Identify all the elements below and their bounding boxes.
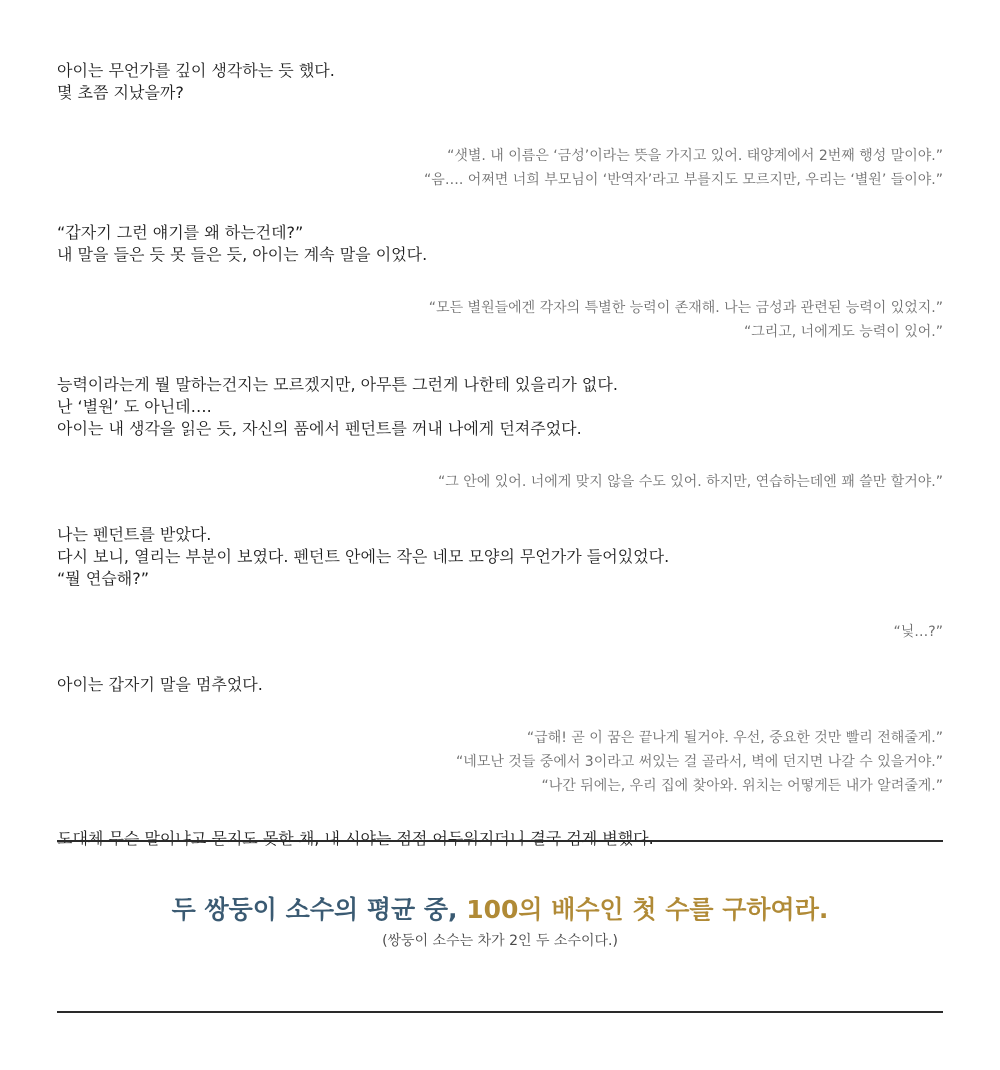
- dialogue-line: “그리고, 너에게도 능력이 있어.”: [743, 324, 943, 340]
- problem-note: (쌍둥이 소수는 차가 2인 두 소수이다.): [382, 933, 618, 949]
- narration-line: 아이는 갑자기 말을 멈추었다.: [57, 675, 263, 694]
- problem-title-part2: 100의 배수인 첫 수를 구하여라.: [466, 895, 829, 924]
- dialogue-line: “급해! 곧 이 꿈은 끝나게 될거야. 우선, 중요한 것만 빨리 전해줄게.”: [526, 730, 943, 746]
- top-divider: [57, 840, 943, 842]
- dialogue-line: “닟…?”: [893, 624, 943, 640]
- narration-line: “갑자기 그런 얘기를 왜 하는건데?”: [57, 223, 304, 242]
- narration-line: 난 ‘별원’ 도 아닌데….: [57, 397, 212, 416]
- dialogue-line: “모든 별원들에겐 각자의 특별한 능력이 존재해. 나는 금성과 관련된 능력이 있었지.”: [428, 300, 943, 316]
- dialogue-line: “네모난 것들 중에서 3이라고 써있는 걸 골라서, 벽에 던지면 나갈 수 있을거야.”: [456, 754, 943, 770]
- narration-line: 능력이라는게 뭘 말하는건지는 모르겠지만, 아무튼 그런게 나한테 있을리가 없다.: [57, 375, 618, 394]
- bottom-divider: [57, 1011, 943, 1013]
- problem-box: [0, 893, 1000, 951]
- dialogue-line: “샛별. 내 이름은 ‘금성’이라는 뜻을 가지고 있어. 태양계에서 2번째 행성 말이야.”: [447, 148, 943, 164]
- problem-title: [0, 893, 1000, 927]
- narration-line: 나는 펜던트를 받았다.: [57, 525, 212, 544]
- dialogue-block: [57, 296, 943, 344]
- narration-paragraph: [57, 828, 943, 850]
- story-body: [57, 60, 943, 850]
- problem-title-part1: 두 쌍둥이 소수의 평균 중,: [171, 895, 467, 924]
- narration-line: 아이는 내 생각을 읽은 듯, 자신의 품에서 펜던트를 꺼내 나에게 던져주었다.: [57, 419, 582, 438]
- narration-line: 아이는 무언가를 깊이 생각하는 듯 했다.: [57, 61, 335, 80]
- narration-paragraph: [57, 674, 943, 696]
- dialogue-block: [57, 726, 943, 798]
- dialogue-line: “그 안에 있어. 너에게 맞지 않을 수도 있어. 하지만, 연습하는데엔 꽤 쓸만 할거야.”: [438, 474, 943, 490]
- dialogue-block: [57, 620, 943, 644]
- narration-paragraph: [57, 374, 943, 440]
- narration-paragraph: [57, 524, 943, 590]
- narration-line: 다시 보니, 열리는 부분이 보였다. 펜던트 안에는 작은 네모 모양의 무언가가 들어있었다.: [57, 547, 670, 566]
- narration-line: “뭘 연습해?”: [57, 569, 149, 588]
- narration-line: 몇 초쯤 지났을까?: [57, 83, 184, 102]
- dialogue-block: [57, 470, 943, 494]
- narration-paragraph: [57, 222, 943, 266]
- narration-line: 내 말을 들은 듯 못 들은 듯, 아이는 계속 말을 이었다.: [57, 245, 428, 264]
- narration-paragraph: [57, 60, 943, 104]
- dialogue-line: “음…. 어쩌면 너희 부모님이 ‘반역자’라고 부를지도 모르지만, 우리는 ‘별원’ 들이야.”: [424, 172, 943, 188]
- dialogue-line: “나간 뒤에는, 우리 집에 찾아와. 위치는 어떻게든 내가 알려줄게.”: [541, 778, 943, 794]
- narration-line: 도대체 무슨 말이냐고 묻지도 못한 채, 내 시야는 점점 어두워지더니 결국 검게 변했다.: [57, 829, 654, 848]
- dialogue-block: [57, 144, 943, 192]
